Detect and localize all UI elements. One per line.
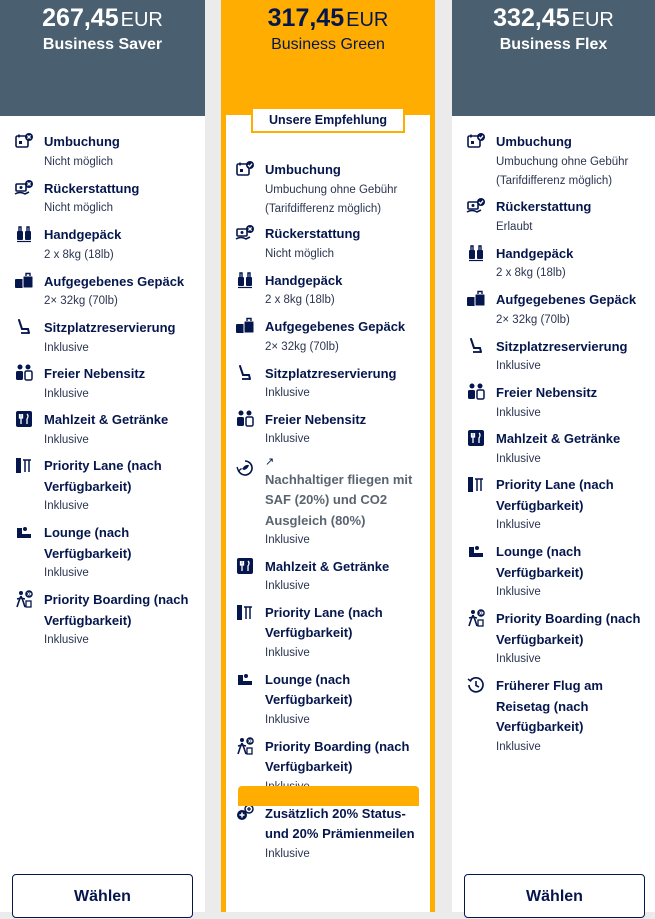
fare-name: Business Flex <box>499 36 608 53</box>
feature-refund <box>0 179 205 226</box>
priority-boarding-icon <box>466 608 486 628</box>
feature-value: Inklusive <box>265 713 310 726</box>
hand-baggage-icon <box>235 270 255 290</box>
free-adjacent-seat-icon <box>14 363 34 383</box>
feature-value: Inklusive <box>44 500 89 512</box>
fare-column-business-flex <box>452 0 655 912</box>
fare-price: 267,45 EUR <box>42 4 163 32</box>
feature-title: Mahlzeit & Getränke <box>496 431 621 446</box>
feature-title: Lounge (nach Verfügbarkeit) <box>44 525 132 561</box>
feature-value: Inklusive <box>265 433 310 445</box>
feature-title: Rückerstattung <box>265 226 361 241</box>
feature-title: Aufgegebenes Gepäck <box>265 319 406 334</box>
rebooking-icon <box>14 131 34 151</box>
sustainable-icon <box>235 458 255 478</box>
feature-refund <box>452 197 655 244</box>
feature-value: Inklusive <box>265 847 310 860</box>
hand-baggage-icon <box>14 224 34 244</box>
feature-priority-lane <box>0 456 205 523</box>
checked-baggage-icon <box>14 271 34 291</box>
rebooking-icon <box>235 159 255 179</box>
feature-seat <box>221 364 435 410</box>
meal-icon <box>235 556 255 576</box>
feature-free-adjacent-seat <box>452 383 655 429</box>
feature-value: Nicht möglich <box>44 202 114 214</box>
feature-value: Nicht möglich <box>44 155 114 168</box>
feature-title: Umbuchung <box>44 134 120 149</box>
feature-value: Inklusive <box>265 387 310 399</box>
feature-title: Priority Lane (nach Verfügbarkeit) <box>265 604 383 640</box>
feature-value: Inklusive <box>265 580 310 592</box>
lounge-icon <box>14 522 34 542</box>
fare-column-business-saver <box>0 0 205 912</box>
feature-value: Inklusive <box>496 653 541 665</box>
feature-title: Handgepäck <box>496 245 574 261</box>
feature-title: Freier Nebensitz <box>265 411 367 427</box>
feature-bonus-miles <box>221 804 435 871</box>
feature-hand-baggage <box>221 271 435 318</box>
refund-icon <box>14 178 34 198</box>
feature-title: Handgepäck <box>265 272 343 288</box>
feature-meal <box>452 429 655 475</box>
seat-icon <box>14 317 34 337</box>
seat-icon <box>235 363 255 383</box>
feature-value: Inklusive <box>496 586 541 598</box>
feature-priority-boarding <box>0 590 205 657</box>
feature-free-adjacent-seat <box>221 410 435 456</box>
feature-checked-baggage <box>452 290 655 337</box>
fare-column-business-green <box>221 0 435 912</box>
feature-title: Handgepäck <box>44 227 122 242</box>
fare-name: Business Saver <box>42 36 163 53</box>
feature-priority-lane <box>452 475 655 542</box>
feature-priority-lane <box>221 603 435 670</box>
feature-value: 2× 32kg (70lb) <box>265 340 339 353</box>
feature-refund <box>221 224 435 271</box>
feature-checked-baggage <box>221 317 435 364</box>
feature-title: Zusätzlich 20% Status- und 20% Prämienmeilen <box>265 805 415 841</box>
feature-value: Inklusive <box>496 360 541 372</box>
feature-title: Rückerstattung <box>44 180 140 196</box>
feature-sustainable <box>221 456 435 557</box>
feature-value: Inklusive <box>44 634 89 646</box>
feature-meal <box>0 410 205 456</box>
select-button-partial[interactable] <box>238 786 419 806</box>
feature-value: Inklusive <box>496 452 541 465</box>
feature-value: Umbuchung ohne Gebühr (Tarifdifferenz möglich) <box>265 183 398 215</box>
feature-seat <box>452 337 655 384</box>
select-button[interactable]: Wählen <box>464 874 645 918</box>
feature-hand-baggage <box>452 244 655 291</box>
feature-title: Freier Nebensitz <box>44 366 146 381</box>
feature-value: Nicht möglich <box>265 247 335 260</box>
free-adjacent-seat-icon <box>235 409 255 429</box>
feature-seat <box>0 318 205 364</box>
hand-baggage-icon <box>466 243 486 263</box>
feature-value: Inklusive <box>265 646 310 659</box>
feature-title: Priority Boarding (nach Verfügbarkeit) <box>44 592 189 628</box>
feature-list <box>0 132 205 657</box>
rebooking-icon <box>466 131 486 151</box>
feature-title: Freier Nebensitz <box>496 385 598 400</box>
priority-lane-icon <box>466 474 486 494</box>
priority-lane-icon <box>235 602 255 622</box>
priority-boarding-icon <box>14 589 34 609</box>
fare-price: 317,45 EUR <box>267 4 389 32</box>
feature-priority-boarding <box>452 609 655 676</box>
feature-free-adjacent-seat <box>0 364 205 410</box>
feature-title: Sitzplatzreservierung <box>44 320 176 335</box>
feature-title: Priority Lane (nach Verfügbarkeit) <box>44 458 162 494</box>
feature-title: Rückerstattung <box>496 199 592 214</box>
feature-rebooking <box>0 132 205 179</box>
feature-value: Inklusive <box>265 534 310 546</box>
feature-title: Priority Boarding (nach Verfügbarkeit) <box>265 738 410 774</box>
fare-name: Business Green <box>271 36 385 53</box>
feature-value: Inklusive <box>44 433 89 446</box>
priority-boarding-icon <box>235 736 255 756</box>
feature-earlier-flight <box>452 676 655 762</box>
external-link-icon[interactable]: ↗ <box>265 455 275 468</box>
meal-icon <box>466 428 486 448</box>
feature-title: Mahlzeit & Getränke <box>265 558 390 574</box>
feature-title: Lounge (nach Verfügbarkeit) <box>265 671 353 707</box>
free-adjacent-seat-icon <box>466 382 486 402</box>
refund-icon <box>235 223 255 243</box>
fare-header <box>452 0 655 116</box>
feature-list <box>452 132 655 762</box>
feature-value: Erlaubt <box>496 220 533 233</box>
feature-value: 2 x 8kg (18lb) <box>265 294 335 306</box>
lounge-icon <box>235 669 255 689</box>
feature-value: Inklusive <box>496 406 541 419</box>
fare-price: 332,45 EUR <box>493 4 614 32</box>
feature-lounge <box>0 523 205 590</box>
feature-value: 2 x 8kg (18lb) <box>496 267 566 279</box>
select-button[interactable]: Wählen <box>12 874 193 918</box>
feature-value: Inklusive <box>496 519 541 531</box>
feature-title: Früherer Flug am Reisetag (nach Verfügbarkeit) <box>496 678 603 734</box>
feature-title: Priority Boarding (nach Verfügbarkeit) <box>496 611 641 647</box>
refund-icon <box>466 196 486 216</box>
feature-value: Inklusive <box>44 387 89 400</box>
feature-meal <box>221 557 435 603</box>
feature-lounge <box>221 670 435 737</box>
feature-title: Sitzplatzreservierung <box>265 365 397 381</box>
meal-icon <box>14 409 34 429</box>
feature-title: Aufgegebenes Gepäck <box>496 292 637 307</box>
recommendation-badge: Unsere Empfehlung <box>251 107 405 133</box>
feature-title: Sitzplatzreservierung <box>496 338 628 354</box>
lounge-icon <box>466 541 486 561</box>
earlier-flight-icon <box>466 675 486 695</box>
feature-title: Priority Lane (nach Verfügbarkeit) <box>496 477 614 513</box>
feature-title: Umbuchung <box>496 134 572 149</box>
feature-value: Inklusive <box>496 740 541 753</box>
feature-checked-baggage <box>0 272 205 319</box>
checked-baggage-icon <box>466 289 486 309</box>
feature-value: 2× 32kg (70lb) <box>44 295 118 307</box>
feature-value: 2× 32kg (70lb) <box>496 313 570 326</box>
checked-baggage-icon <box>235 316 255 336</box>
feature-rebooking <box>221 160 435 224</box>
feature-title: Aufgegebenes Gepäck <box>44 273 185 289</box>
feature-value: Umbuchung ohne Gebühr (Tarifdifferenz möglich) <box>496 155 629 187</box>
feature-title: Mahlzeit & Getränke <box>44 412 169 427</box>
feature-title: Nachhaltiger fliegen mit SAF (20%) und CO2 Ausgleich (80%) <box>265 471 413 528</box>
feature-rebooking <box>452 132 655 197</box>
feature-value: Inklusive <box>44 567 89 579</box>
feature-value: Inklusive <box>44 341 89 354</box>
priority-lane-icon <box>14 455 34 475</box>
feature-hand-baggage <box>0 225 205 272</box>
feature-title: Lounge (nach Verfügbarkeit) <box>496 544 584 580</box>
feature-title: Umbuchung <box>265 162 341 177</box>
fare-header <box>0 0 205 116</box>
feature-value: 2 x 8kg (18lb) <box>44 248 114 261</box>
feature-list <box>221 160 435 871</box>
feature-lounge <box>452 542 655 609</box>
seat-icon <box>466 336 486 356</box>
